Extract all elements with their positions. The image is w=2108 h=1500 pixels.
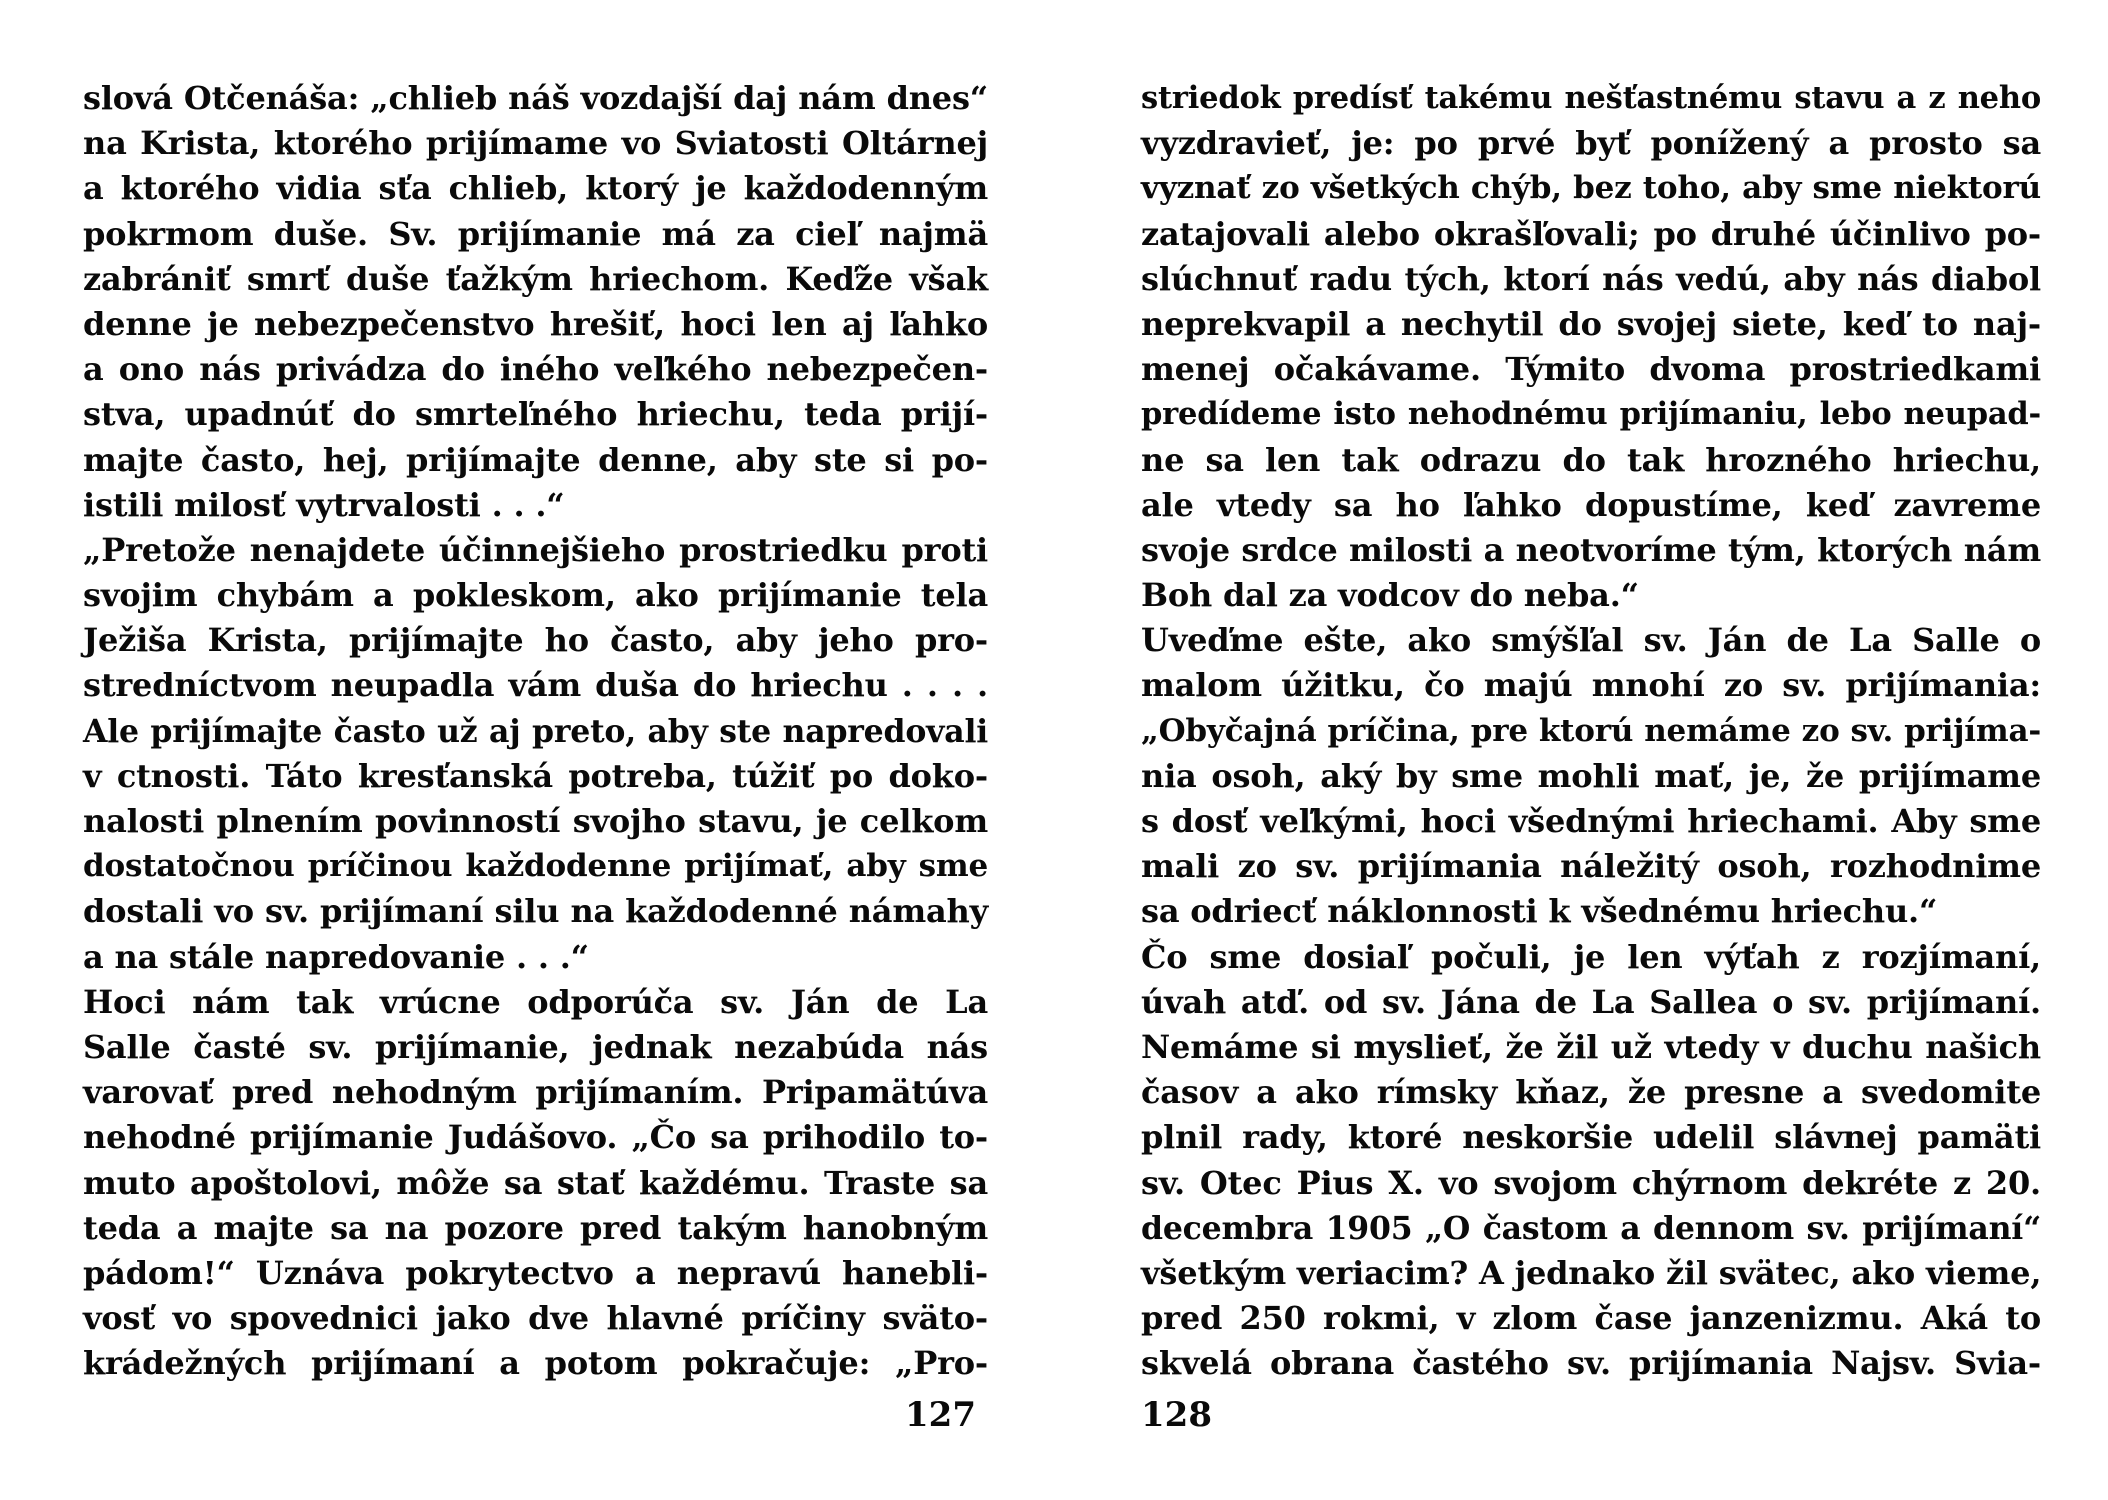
text-line: zabrániť smrť duše ťažkým hriechom. Keďže však bbox=[83, 259, 988, 298]
text-line: skvelá obrana častého sv. prijímania Najsv. Svia- bbox=[1141, 1344, 2041, 1383]
text-line: majte často, hej, prijímajte denne, aby ste si po- bbox=[83, 440, 988, 479]
text-line: krádežných prijímaní a potom pokračuje: „Pro- bbox=[83, 1344, 988, 1383]
text-line: striedok predísť takému nešťastnému stavu a z neho bbox=[1141, 80, 2041, 116]
text-line: stredníctvom neupadla vám duša do hriechu . . . . bbox=[83, 666, 988, 705]
text-line: časov a ako rímsky kňaz, že presne a svedomite bbox=[1141, 1073, 2041, 1112]
text-line: pred 250 rokmi, v zlom čase janzenizmu. Aká to bbox=[1141, 1299, 2041, 1338]
text-line: svoje srdce milosti a neotvoríme tým, ktorých nám bbox=[1141, 530, 2041, 569]
text-line: Nemáme si myslieť, že žil už vtedy v duchu našich bbox=[1141, 1027, 2041, 1066]
text-line: teda a majte sa na pozore pred takým hanobným bbox=[83, 1208, 988, 1247]
text-line: pokrmom duše. Sv. prijímanie má za cieľ najmä bbox=[83, 214, 988, 253]
right-page bbox=[1141, 76, 2041, 1386]
text-line: na Krista, ktorého prijímame vo Sviatosti Oltárnej bbox=[83, 124, 988, 163]
text-line: varovať pred nehodným prijímaním. Pripamätúva bbox=[83, 1073, 988, 1112]
right-page-text bbox=[1141, 76, 2041, 1386]
text-line: ale vtedy sa ho ľahko dopustíme, keď zavreme bbox=[1141, 485, 2041, 524]
text-line: neprekvapil a nechytil do svojej siete, keď to naj- bbox=[1141, 304, 2041, 343]
text-line: nehodné prijímanie Judášovo. „Čo sa prihodilo to- bbox=[83, 1118, 988, 1157]
text-line: mali zo sv. prijímania náležitý osoh, rozhodnime bbox=[1141, 847, 2041, 886]
text-line: ne sa len tak odrazu do tak hrozného hriechu, bbox=[1141, 440, 2041, 479]
text-line: Čo sme dosiaľ počuli, je len výťah z rozjímaní, bbox=[1141, 937, 2041, 976]
text-line: malom úžitku, čo majú mnohí zo sv. prijímania: bbox=[1141, 666, 2041, 705]
text-line: všetkým veriacim? A jednako žil svätec, ako vieme, bbox=[1141, 1253, 2042, 1292]
text-line: a ono nás privádza do iného veľkého nebezpečen- bbox=[83, 350, 988, 389]
text-line: vosť vo spovednici jako dve hlavné príčiny sväto- bbox=[83, 1299, 988, 1338]
text-line: slová Otčenáša: „chlieb náš vozdajší daj nám dnes“ bbox=[83, 79, 988, 117]
page-number: 128 bbox=[1141, 1395, 1212, 1435]
text-line: slúchnuť radu tých, ktorí nás vedú, aby nás diabol bbox=[1141, 259, 2041, 298]
text-line: zatajovali alebo okrašľovali; po druhé účinlivo po- bbox=[1141, 214, 2041, 253]
text-line: predídeme isto nehodnému prijímaniu, lebo neupad- bbox=[1141, 396, 2041, 433]
text-line: „Obyčajná príčina, pre ktorú nemáme zo sv. prijíma- bbox=[1141, 712, 2041, 749]
text-line: svojim chybám a pokleskom, ako prijímanie tela bbox=[83, 576, 988, 615]
text-line: vyzdravieť, je: po prvé byť ponížený a prosto sa bbox=[1141, 124, 2041, 163]
text-line: Ale prijímajte často už aj preto, aby ste napredovali bbox=[83, 712, 988, 750]
text-line: vyznať zo všetkých chýb, bez toho, aby sme niektorú bbox=[1141, 170, 2041, 207]
text-line: istili milosť vytrvalosti . . .“ bbox=[83, 485, 565, 524]
text-line: s dosť veľkými, hoci všednými hriechami. Aby sme bbox=[1141, 802, 2041, 840]
left-page bbox=[83, 76, 988, 1386]
text-line: nia osoh, aký by sme mohli mať, je, že prijímame bbox=[1141, 756, 2041, 795]
text-line: nalosti plnením povinností svojho stavu, je celkom bbox=[83, 802, 988, 840]
text-line: dostatočnou príčinou každodenne prijímať, aby sme bbox=[83, 848, 988, 885]
text-line: muto apoštolovi, môže sa stať každému. Traste sa bbox=[83, 1163, 988, 1202]
left-page-text bbox=[83, 76, 988, 1386]
text-line: dostali vo sv. prijímaní silu na každodenné námahy bbox=[83, 892, 988, 931]
text-line: a ktorého vidia sťa chlieb, ktorý je každodenným bbox=[83, 169, 988, 208]
text-line: pádom!“ Uznáva pokrytectvo a nepravú hanebli- bbox=[83, 1253, 988, 1292]
text-line: Boh dal za vodcov do neba.“ bbox=[1141, 576, 1639, 615]
text-line: Hoci nám tak vrúcne odporúča sv. Ján de La bbox=[83, 982, 988, 1021]
text-line: úvah atď. od sv. Jána de La Sallea o sv. prijímaní. bbox=[1141, 982, 2041, 1021]
text-line: „Pretože nenajdete účinnejšieho prostriedku proti bbox=[83, 530, 988, 569]
text-line: decembra 1905 „O častom a dennom sv. prijímaní“ bbox=[1141, 1209, 2041, 1247]
page-number: 127 bbox=[905, 1395, 976, 1435]
text-line: a na stále napredovanie . . .“ bbox=[83, 937, 589, 976]
text-line: Ježiša Krista, prijímajte ho často, aby jeho pro- bbox=[83, 621, 988, 660]
text-line: v ctnosti. Táto kresťanská potreba, túžiť po doko- bbox=[83, 756, 988, 795]
text-line: denne je nebezpečenstvo hrešiť, hoci len aj ľahko bbox=[83, 304, 988, 343]
text-line: Salle časté sv. prijímanie, jednak nezabúda nás bbox=[83, 1027, 988, 1066]
text-line: Uveďme ešte, ako smýšľal sv. Ján de La Salle o bbox=[1141, 621, 2041, 660]
text-line: menej očakávame. Týmito dvoma prostriedkami bbox=[1141, 350, 2041, 389]
text-line: sa odriecť náklonnosti k všednému hriechu.“ bbox=[1141, 892, 1938, 931]
text-line: plnil rady, ktoré neskoršie udelil slávnej pamäti bbox=[1141, 1118, 2041, 1157]
text-line: sv. Otec Pius X. vo svojom chýrnom dekréte z 20. bbox=[1141, 1163, 2041, 1202]
text-line: stva, upadnúť do smrteľného hriechu, teda prijí- bbox=[83, 395, 988, 434]
